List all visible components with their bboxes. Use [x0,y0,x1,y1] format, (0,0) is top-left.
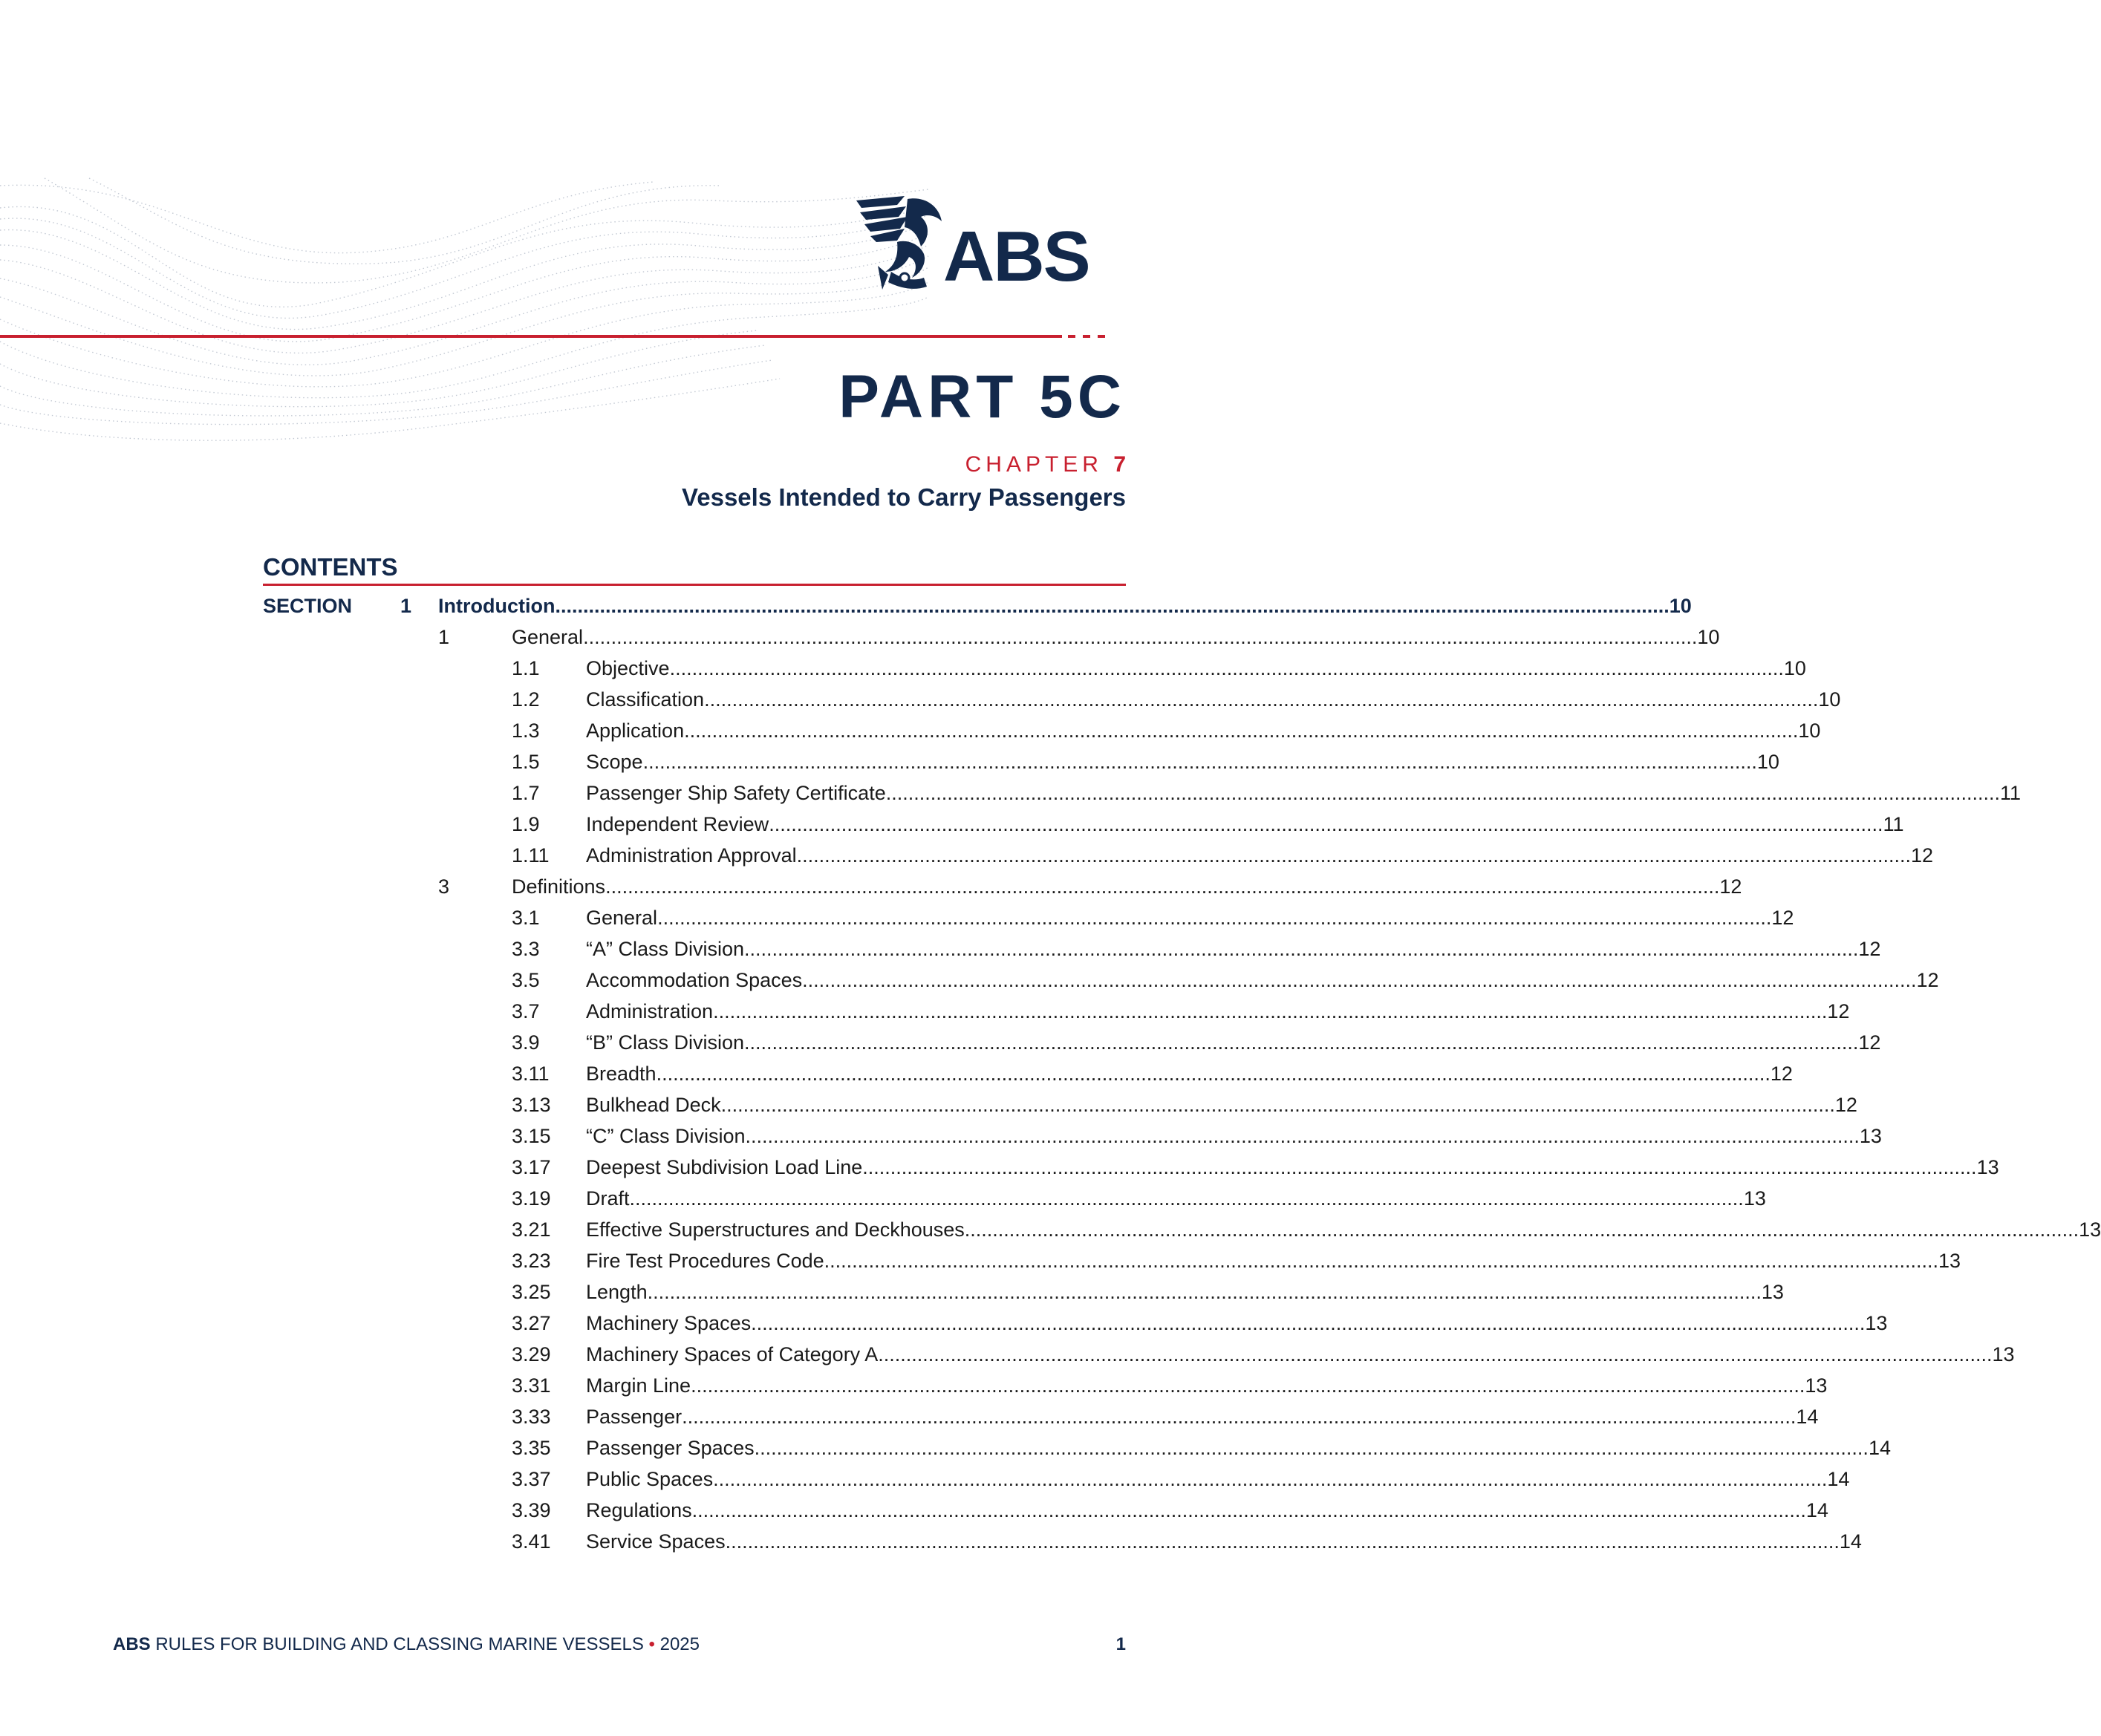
toc-item-title: Definitions [512,875,606,898]
toc-item-entry [586,1370,1828,1401]
toc-item-number: 3.31 [512,1374,551,1397]
toc-item-page: 12 [1827,1000,1850,1022]
toc-item-entry [586,777,2022,809]
toc-item-title: Machinery Spaces [586,1312,752,1334]
toc-item-number: 3.5 [512,969,540,991]
toc-item-number: 1.5 [512,751,540,773]
toc-item-row[interactable] [0,1526,1862,1557]
toc-item-page: 14 [1868,1437,1891,1459]
toc-item-number: 3.7 [512,1000,540,1022]
toc-item-page: 14 [1796,1406,1819,1428]
toc-item-title: Administration Approval [586,844,797,867]
dot-leader: ........................................................................................................................................................................................................ [862,1156,1977,1178]
dot-leader: ........................................................................................................................................................................................................ [725,1530,1840,1553]
toc-item-entry [586,809,1904,840]
toc-item-page: 12 [1858,938,1881,960]
toc-item-entry [586,1214,2101,1245]
dot-leader: ........................................................................................................................................................................................................ [878,1343,1993,1365]
toc-item-title: Fire Test Procedures Code [586,1250,824,1272]
toc-item-title: Margin Line [586,1374,691,1397]
toc-item-entry [586,684,1841,715]
toc-item-number: 1.9 [512,813,540,835]
toc-item-row[interactable] [0,1463,1850,1495]
toc-item-entry [586,902,1794,933]
page-number: 1 [1115,1634,1126,1654]
toc-item-row[interactable] [0,715,1821,746]
chapter-number: 7 [1113,452,1126,477]
toc-item-page: 14 [1839,1530,1862,1553]
toc-item-entry [586,1432,1891,1463]
dot-leader: ........................................................................................................................................................................................................ [682,1406,1797,1428]
toc-item-row[interactable] [0,902,1794,933]
chapter-label [965,451,1126,478]
section-title: Introduction [438,595,556,617]
toc-item-title: Application [586,719,685,742]
toc-item-page: 12 [1858,1031,1881,1054]
dot-leader: ........................................................................................................................................................................................................ [769,813,1883,835]
toc-item-number: 3.17 [512,1156,551,1178]
toc-item-entry [586,1027,1881,1058]
toc-item-row[interactable] [0,777,2022,809]
toc-item-title: Independent Review [586,813,769,835]
toc-item-title: “A” Class Division [586,938,745,960]
toc-item-page: 12 [1770,1063,1793,1085]
toc-item-entry [586,715,1821,746]
toc-item-number: 3.33 [512,1406,551,1428]
toc-subsection-row[interactable] [0,871,1742,902]
toc-item-title: Administration [586,1000,714,1022]
table-of-contents [0,590,2101,1557]
toc-item-row[interactable] [0,1183,1766,1214]
dot-leader: ........................................................................................................................................................................................................ [713,1000,1828,1022]
contents-red-rule [263,584,1126,586]
toc-item-row[interactable] [0,1401,1819,1432]
section-page: 10 [1669,595,1692,617]
dot-leader: ........................................................................................................................................................................................................ [751,1312,1866,1334]
toc-item-entry [586,1526,1862,1557]
toc-item-entry [586,933,1881,965]
toc-section-row[interactable] [0,590,1692,621]
toc-item-row[interactable] [0,809,1904,840]
toc-item-page: 13 [1865,1312,1888,1334]
dot-leader: ........................................................................................................................................................................................................ [605,875,1720,898]
toc-item-entry [586,653,1806,684]
toc-item-entry [586,1495,1828,1526]
toc-item-row[interactable] [0,684,1841,715]
toc-item-title: Objective [586,657,670,679]
dot-leader: ........................................................................................................................................................................................................ [802,969,1917,991]
toc-item-title: Bulkhead Deck [586,1094,721,1116]
toc-item-row[interactable] [0,1245,1961,1276]
toc-item-page: 14 [1827,1468,1850,1490]
toc-item-number: 1.2 [512,688,540,711]
toc-item-row[interactable] [0,840,1933,871]
dot-leader: ........................................................................................................................................................................................................ [642,751,1757,773]
toc-item-title: Scope [586,751,643,773]
abs-logo-text: ABS [943,217,1089,296]
toc-item-entry [586,840,1933,871]
toc-item-row[interactable] [0,1370,1828,1401]
toc-item-entry [586,1401,1819,1432]
toc-item-row[interactable] [0,1214,2101,1245]
toc-item-entry [586,1089,1857,1120]
abs-logo [853,195,1120,298]
footer-year: 2025 [659,1634,700,1654]
toc-subsection-row[interactable] [0,621,1720,653]
toc-item-number: 3.1 [512,907,540,929]
toc-item-row[interactable] [0,1058,1793,1089]
toc-item-page: 13 [1761,1281,1784,1303]
toc-item-page: 13 [1992,1343,2015,1365]
dot-leader: ........................................................................................................................................................................................................ [713,1468,1828,1490]
toc-item-number: 3.3 [512,938,540,960]
toc-item-number: 3.41 [512,1530,551,1553]
toc-item-row[interactable] [0,933,1881,965]
toc-item-page: 10 [1756,751,1779,773]
toc-item-title: Regulations [586,1499,692,1521]
toc-item-page: 12 [1719,875,1742,898]
toc-item-page: 12 [1834,1094,1857,1116]
toc-item-page: 11 [1883,813,1904,835]
toc-item-number: 1.11 [512,844,550,867]
footer-title [113,1634,700,1656]
dot-leader: ........................................................................................................................................................................................................ [796,844,1911,867]
toc-item-page: 13 [1938,1250,1961,1272]
toc-item-title: “B” Class Division [586,1031,745,1054]
toc-item-page: 10 [1697,626,1720,648]
toc-item-number: 3.37 [512,1468,551,1490]
toc-item-title: Passenger Spaces [586,1437,755,1459]
toc-item-page: 10 [1818,688,1841,711]
toc-item-title: Deepest Subdivision Load Line [586,1156,863,1178]
toc-item-number: 1.1 [512,657,540,679]
toc-item-title: Length [586,1281,648,1303]
chapter-word: CHAPTER [965,452,1103,477]
toc-item-number: 3.25 [512,1281,551,1303]
section-entry [438,590,1692,621]
toc-item-title: Breadth [586,1063,657,1085]
toc-item-title: Passenger Ship Safety Certificate [586,782,886,804]
toc-item-page: 12 [1910,844,1933,867]
toc-item-title: Passenger [586,1406,683,1428]
toc-item-number: 3.29 [512,1343,551,1365]
toc-item-row[interactable] [0,1308,1888,1339]
dot-leader: ........................................................................................................................................................................................................ [656,1063,1771,1085]
dot-leader: ........................................................................................................................................................................................................ [669,657,1784,679]
toc-item-number: 3.27 [512,1312,551,1334]
toc-item-row[interactable] [0,746,1779,777]
dot-leader: ........................................................................................................................................................................................................ [744,1031,1859,1054]
toc-item-page: 13 [1805,1374,1828,1397]
toc-item-number: 3.39 [512,1499,551,1521]
dot-leader: ........................................................................................................................................................................................................ [745,1125,1860,1147]
toc-item-number: 3.23 [512,1250,551,1272]
section-number: 1 [400,595,412,617]
toc-item-page: 13 [1976,1156,1999,1178]
toc-item-row[interactable] [0,996,1850,1027]
toc-item-row[interactable] [0,1120,1882,1152]
toc-item-number: 3.19 [512,1187,551,1210]
dot-leader: ........................................................................................................................................................................................................ [684,719,1799,742]
toc-item-title: “C” Class Division [586,1125,746,1147]
toc-item-page: 12 [1771,907,1794,929]
toc-item-number: 1.3 [512,719,540,742]
toc-item-title: Draft [586,1187,630,1210]
toc-item-entry [586,1152,1999,1183]
section-label: SECTION [263,595,353,617]
toc-item-number: 3.35 [512,1437,551,1459]
dot-leader: ........................................................................................................................................................................................................ [583,626,1698,648]
toc-item-entry [512,621,1720,653]
toc-item-title: Accommodation Spaces [586,969,803,991]
toc-item-number: 3.15 [512,1125,551,1147]
toc-item-page: 10 [1783,657,1806,679]
footer-brand: ABS [113,1634,151,1654]
toc-item-row[interactable] [0,1495,1828,1526]
toc-item-entry [586,1463,1850,1495]
toc-item-entry [586,1058,1793,1089]
toc-item-title: General [512,626,584,648]
toc-item-row[interactable] [0,965,1939,996]
toc-item-row[interactable] [0,1432,1891,1463]
toc-item-entry [586,1120,1882,1152]
toc-item-page: 14 [1805,1499,1828,1521]
dot-leader: ........................................................................................................................................................................................................ [704,688,1819,711]
toc-item-title: Public Spaces [586,1468,714,1490]
toc-item-entry [586,1308,1888,1339]
dot-leader: ........................................................................................................................................................................................................ [720,1094,1835,1116]
toc-item-number: 3.9 [512,1031,540,1054]
dot-leader: ........................................................................................................................................................................................................ [555,595,1670,617]
dot-leader: ........................................................................................................................................................................................................ [754,1437,1869,1459]
toc-item-number: 1.7 [512,782,540,804]
footer-rules-title: RULES FOR BUILDING AND CLASSING MARINE VESSELS [155,1634,644,1654]
toc-item-title: Service Spaces [586,1530,726,1553]
toc-item-title: General [586,907,658,929]
toc-item-row[interactable] [0,1339,2015,1370]
toc-item-row[interactable] [0,1152,1999,1183]
toc-item-row[interactable] [0,653,1806,684]
toc-item-number: 3 [438,875,450,898]
toc-item-entry [586,996,1850,1027]
toc-item-number: 3.11 [512,1063,550,1085]
toc-item-page: 10 [1798,719,1821,742]
toc-item-entry [586,1183,1766,1214]
toc-item-row[interactable] [0,1027,1881,1058]
header-red-dots [1068,335,1113,338]
toc-item-page: 13 [1859,1125,1882,1147]
dot-leader: ........................................................................................................................................................................................................ [657,907,1772,929]
toc-item-title: Machinery Spaces of Category A [586,1343,879,1365]
footer-separator: • [648,1634,655,1654]
toc-item-entry [586,746,1779,777]
toc-item-title: Classification [586,688,705,711]
header-red-rule [0,335,1062,338]
dot-leader: ........................................................................................................................................................................................................ [691,1374,1805,1397]
toc-item-page: 13 [1743,1187,1766,1210]
chapter-title: Vessels Intended to Carry Passengers [682,483,1126,511]
dot-leader: ........................................................................................................................................................................................................ [744,938,1859,960]
toc-item-number: 3.21 [512,1218,551,1241]
toc-item-page: 12 [1916,969,1939,991]
part-title: PART 5C [838,363,1126,431]
toc-item-entry [586,1276,1784,1308]
toc-item-number: 3.13 [512,1094,551,1116]
toc-item-row[interactable] [0,1276,1784,1308]
toc-item-page: 11 [2000,782,2022,804]
toc-item-entry [586,1339,2015,1370]
dot-leader: ........................................................................................................................................................................................................ [647,1281,1762,1303]
dot-leader: ........................................................................................................................................................................................................ [691,1499,1806,1521]
dot-leader: ........................................................................................................................................................................................................ [885,782,2001,804]
contents-heading: CONTENTS [263,553,398,581]
dot-leader: ........................................................................................................................................................................................................ [629,1187,1744,1210]
eagle-emblem-icon [853,195,949,295]
toc-item-number: 1 [438,626,450,648]
dot-leader: ........................................................................................................................................................................................................ [824,1250,1938,1272]
toc-item-entry [586,1245,1961,1276]
dot-leader: ........................................................................................................................................................................................................ [964,1218,2079,1241]
toc-item-row[interactable] [0,1089,1857,1120]
toc-item-entry [586,965,1939,996]
toc-item-page: 13 [2079,1218,2101,1241]
toc-item-title: Effective Superstructures and Deckhouses [586,1218,965,1241]
toc-item-entry [512,871,1742,902]
